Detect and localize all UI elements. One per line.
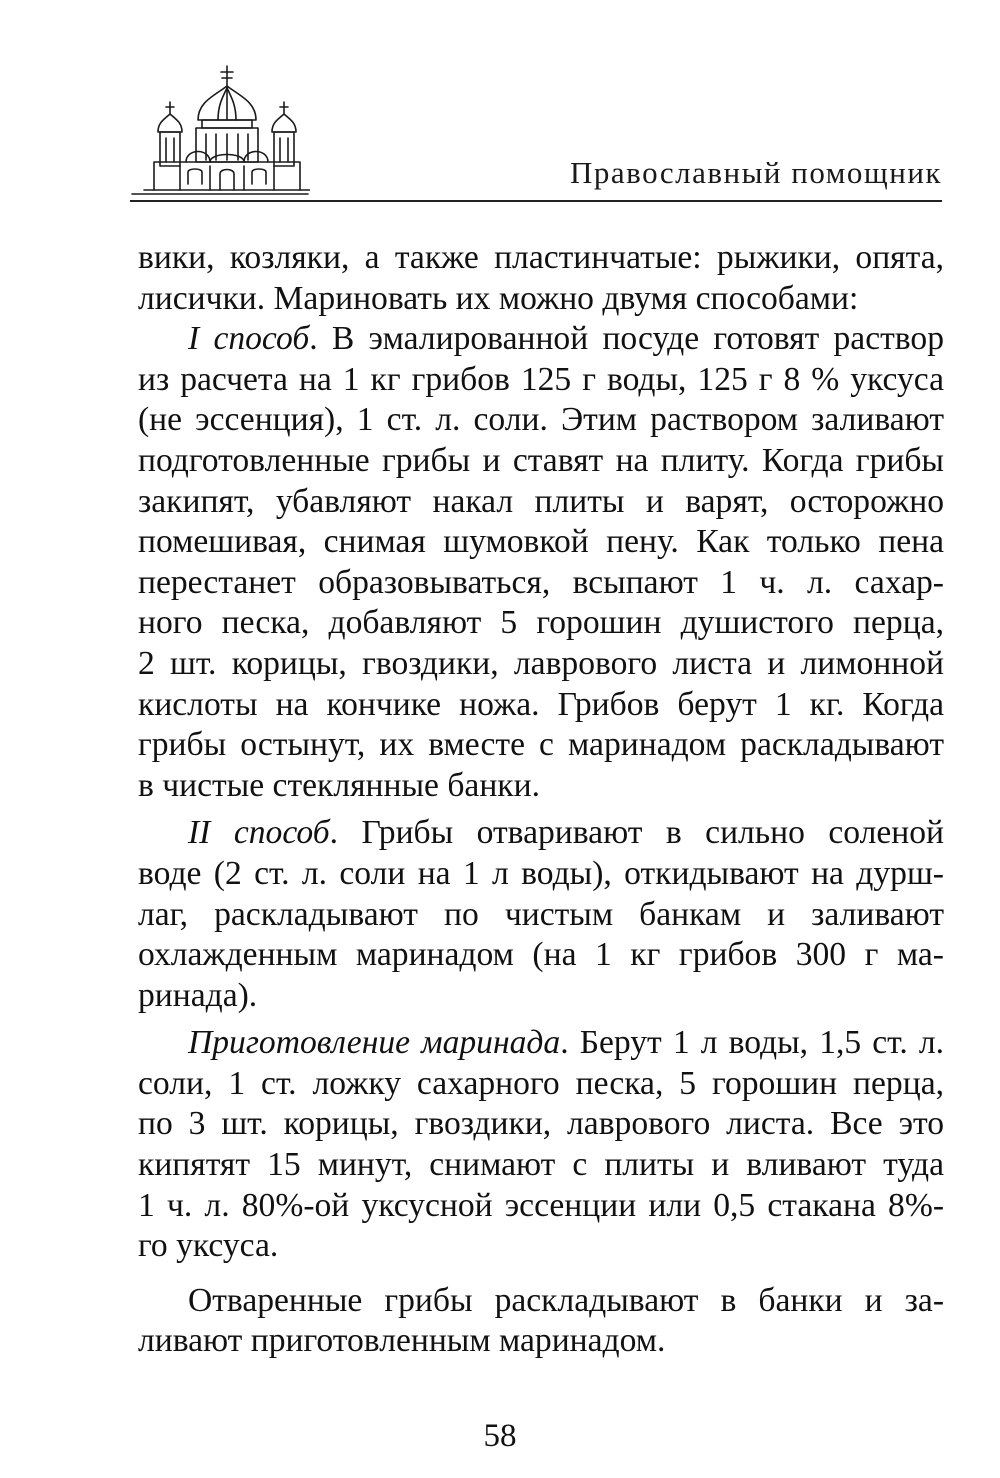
text-line: го уксуса.	[138, 1227, 279, 1265]
text-line: перестанет образовываться, всыпают 1 ч. л. сахар-	[138, 563, 944, 601]
text-line: кипятят 15 минут, снимают с плиты и вливают туда	[138, 1146, 944, 1184]
text-line: из расчета на 1 кг грибов 125 г воды, 125 г 8 % уксуса	[138, 360, 944, 398]
text-line: 1 ч. л. 80%-ой уксусной эссенции или 0,5 стакана 8%-	[138, 1186, 944, 1224]
page-header	[0, 0, 1000, 215]
text-line: лисички. Мариновать их можно двумя способами:	[138, 279, 859, 317]
text-line: в чистые стеклянные банки.	[138, 766, 540, 804]
text-line: Приготовление маринада. Берут 1 л воды, 1,5 ст. л.	[188, 1024, 944, 1062]
page-body	[138, 238, 944, 1362]
running-header-title: Православный помощник	[570, 155, 942, 190]
method-label: I способ	[188, 320, 310, 358]
text-line: II способ. Грибы отваривают в сильно соленой	[188, 814, 944, 852]
text-line: (не эссенция), 1 ст. л. соли. Этим раствором заливают	[138, 401, 944, 439]
text-line: 2 шт. корицы, гвоздики, лаврового листа и лимонной	[138, 644, 944, 682]
text-line: соли, 1 ст. ложку сахарного песка, 5 горошин перца,	[138, 1064, 944, 1102]
text-line: ливают приготовленным маринадом.	[138, 1322, 666, 1360]
text-line: кислоты на кончике ножа. Грибов берут 1 кг. Когда	[138, 685, 944, 723]
section-label: Приготовление маринада	[188, 1024, 561, 1062]
text-line: вики, козляки, а также пластинчатые: рыжики, опята,	[138, 239, 944, 276]
header-divider	[130, 200, 942, 202]
text-line: грибы остынут, их вместе с маринадом раскладывают	[138, 726, 944, 764]
text-line: охлажденным маринадом (на 1 кг грибов 300 г ма-	[138, 936, 944, 974]
text-line: I способ. В эмалированной посуде готовят раствор	[188, 320, 944, 358]
text-line: ринада).	[138, 976, 258, 1014]
method-label: II способ	[188, 814, 330, 852]
text-line: закипят, убавляют накал плиты и варят, осторожно	[138, 482, 944, 520]
page-number: 58	[483, 1418, 517, 1454]
text-line: помешивая, снимая шумовкой пену. Как только пена	[138, 523, 944, 561]
text-line: воде (2 ст. л. соли на 1 л воды), откидывают на дурш-	[138, 854, 944, 892]
cathedral-icon	[130, 62, 310, 202]
text-line: Отваренные грибы раскладывают в банки и за-	[188, 1281, 944, 1319]
text-line: лаг, раскладывают по чистым банкам и заливают	[138, 895, 944, 933]
text-line: подготовленные грибы и ставят на плиту. Когда грибы	[138, 441, 944, 479]
text-line: по 3 шт. корицы, гвоздики, лаврового листа. Все это	[138, 1105, 944, 1143]
text-line: ного песка, добавляют 5 горошин душистого перца,	[138, 604, 944, 642]
